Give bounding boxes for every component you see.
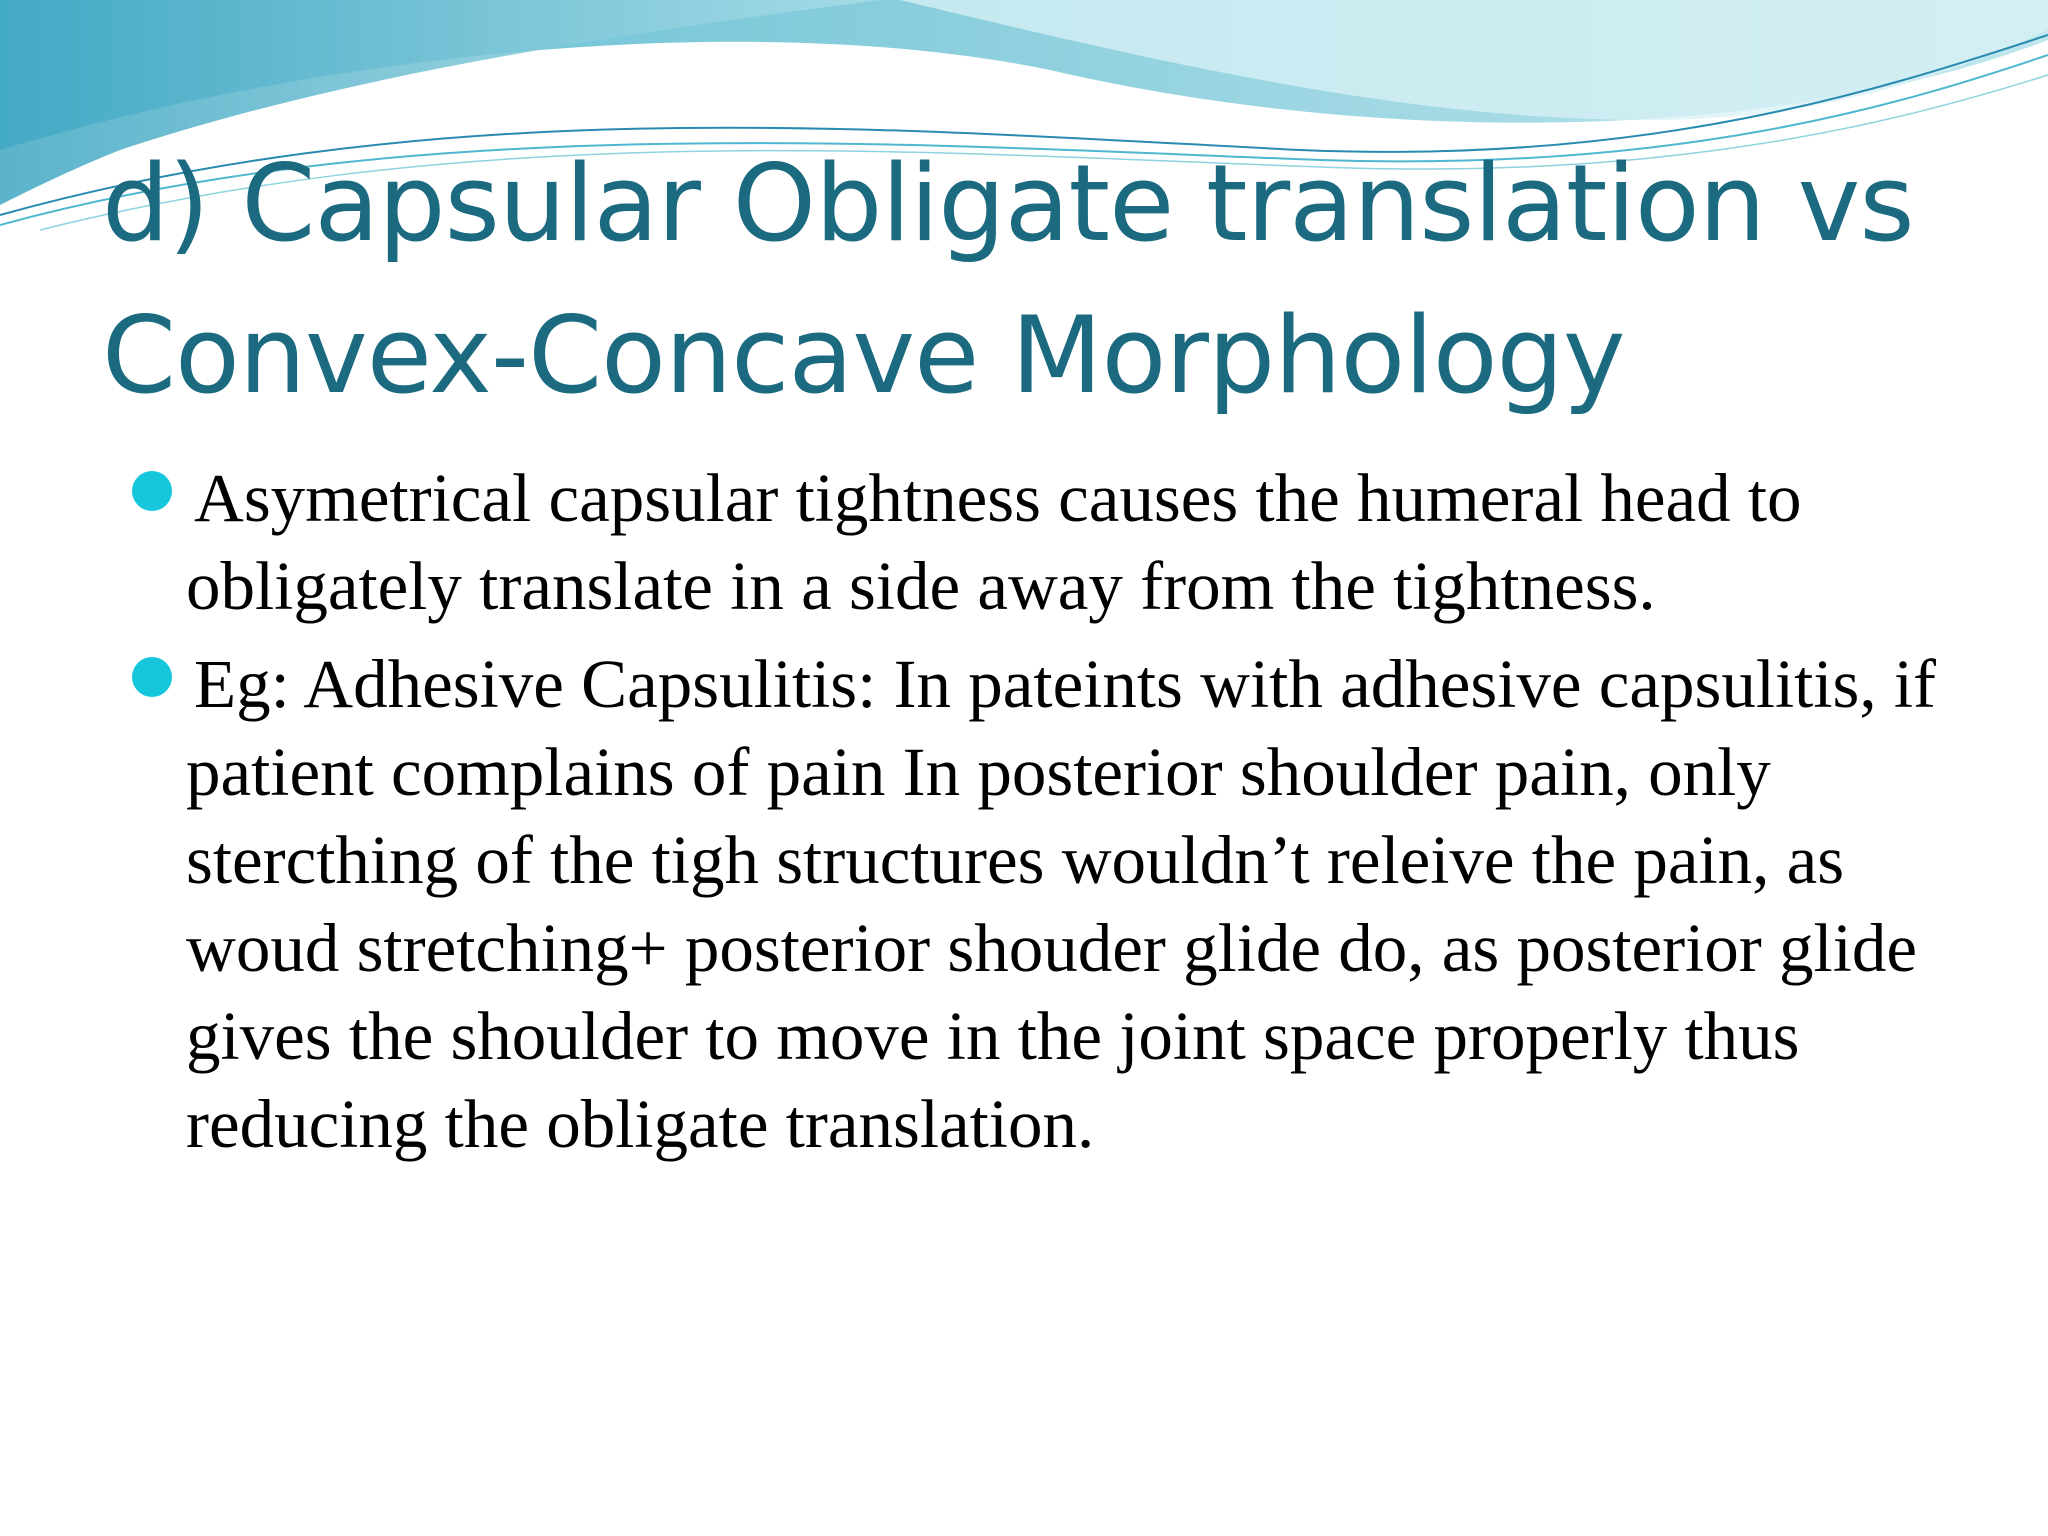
slide-title: d) Capsular Obligate translation vs Convex-Concave Morphology — [102, 142, 1914, 417]
bullet-item — [126, 454, 1956, 630]
bullet-text: Asymetrical capsular tightness causes the humeral head to obligately translate in a side away from the tightness. — [186, 460, 1802, 624]
bullet-dot-icon — [132, 471, 172, 511]
bullet-dot-icon — [132, 657, 172, 697]
bullet-list — [126, 454, 1956, 1178]
bullet-item — [126, 640, 1956, 1168]
bullet-text: Eg: Adhesive Capsulitis: In pateints with adhesive capsulitis, if patient complains of pain In posterior shoulder pain, only stercthing of the tigh structures wouldn’t releive the pain, as woud stretching+ posterior shouder glide do, as posterior glide gives the shoulder to move in the joint space properly thus reducing the obligate translation. — [186, 646, 1937, 1162]
